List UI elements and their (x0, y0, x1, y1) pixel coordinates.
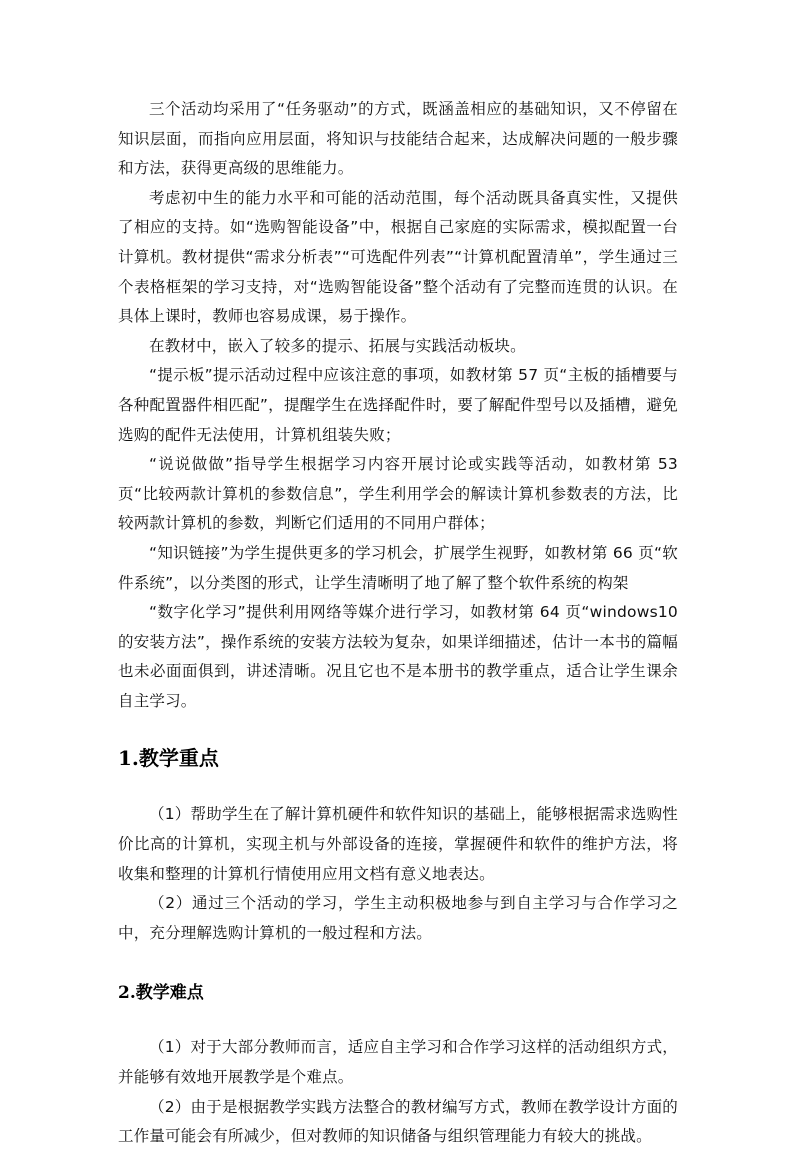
intro-paragraph-4: “提示板”提示活动过程中应该注意的事项，如教材第 57 页“主板的插槽要与各种配置器件相匹配”，提醒学生在选择配件时，要了解配件型号以及插槽，避免选购的配件无法使用，计算机组装失败； (118, 366, 678, 444)
focus-paragraph-2: （2）通过三个活动的学习，学生主动积极地参与到自主学习与合作学习之中，充分理解选购计算机的一般过程和方法。 (118, 894, 678, 942)
intro-paragraph-5: “说说做做”指导学生根据学习内容开展讨论或实践等活动，如教材第 53 页“比较两款计算机的参数信息”，学生利用学会的解读计算机参数表的方法，比较两款计算机的参数，判断它们适用的不同用户群体； (118, 455, 678, 533)
difficulty-paragraph-1: （1）对于大部分教师而言，适应自主学习和合作学习这样的活动组织方式，并能够有效地开展教学是个难点。 (118, 1038, 678, 1087)
section-heading-teaching-focus: 1.教学重点 (118, 746, 219, 771)
intro-paragraph-2: 考虑初中生的能力水平和可能的活动范围，每个活动既具备真实性，又提供了相应的支持。如“选购智能设备”中，根据自己家庭的实际需求，模拟配置一台计算机。教材提供“需求分析表”“可选配件列表”“计算机配置清单”，学生通过三个表格框架的学习支持，对“选购智能设备”整个活动有了完整而连贯的认识。在具体上课时，教师也容易成课，易于操作。 (118, 188, 678, 326)
document-page (118, 95, 678, 1152)
intro-paragraph-1: 三个活动均采用了“任务驱动”的方式，既涵盖相应的基础知识，又不停留在知识层面，而指向应用层面，将知识与技能结合起来，达成解决问题的一般步骤和方法，获得更高级的思维能力。 (118, 100, 678, 178)
intro-paragraph-6: “知识链接”为学生提供更多的学习机会，扩展学生视野，如教材第 66 页“软件系统”，以分类图的形式，让学生清晰明了地了解了整个软件系统的构架 (118, 543, 678, 592)
intro-paragraph-7: “数字化学习”提供利用网络等媒介进行学习，如教材第 64 页“windows10的安装方法”，操作系统的安装方法较为复杂，如果详细描述，估计一本书的篇幅也未必面面俱到，讲述清晰。况且它也不是本册书的教学重点，适合让学生课余自主学习。 (118, 603, 678, 710)
intro-paragraph-3: 在教材中，嵌入了较多的提示、拓展与实践活动板块。 (149, 336, 526, 355)
difficulty-paragraph-2: （2）由于是根据教学实践方法整合的教材编写方式，教师在教学设计方面的工作量可能会有所减少，但对教师的知识储备与组织管理能力有较大的挑战。 (118, 1097, 678, 1146)
focus-paragraph-1: （1）帮助学生在了解计算机硬件和软件知识的基础上，能够根据需求选购性价比高的计算机，实现主机与外部设备的连接，掌握硬件和软件的维护方法，将收集和整理的计算机行情使用应用文档有意义地表达。 (118, 805, 678, 883)
section-heading-teaching-difficulty: 2.教学难点 (118, 983, 204, 1004)
